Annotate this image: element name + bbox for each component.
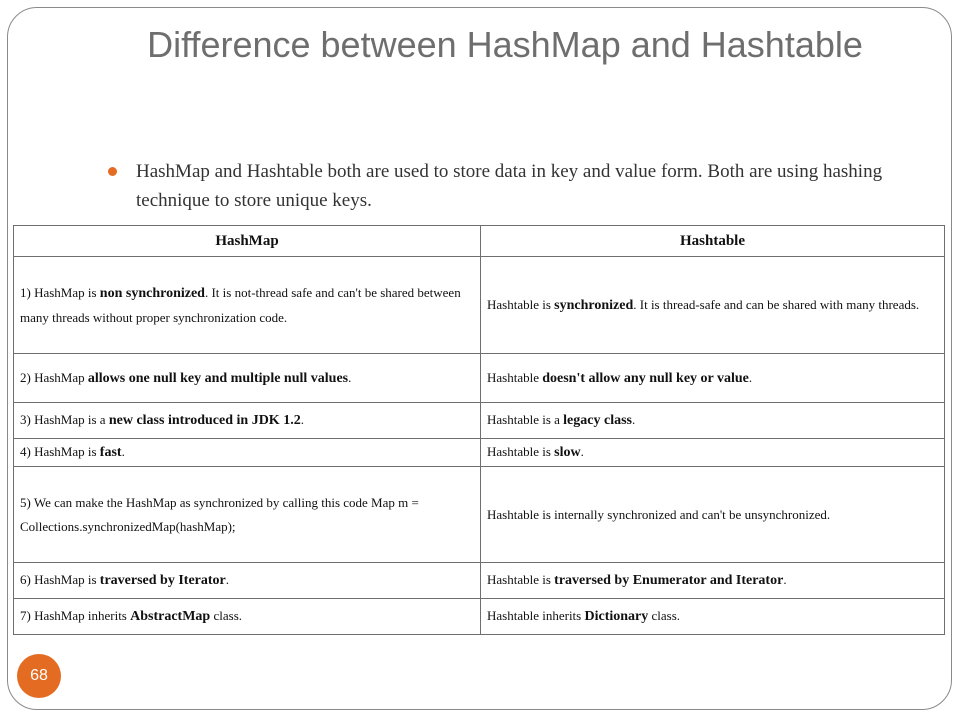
cell-text: . <box>121 444 125 459</box>
hashmap-cell <box>14 257 481 354</box>
cell-text: 6) HashMap is <box>20 572 100 587</box>
bullet-item <box>108 157 928 215</box>
table-row <box>14 439 945 467</box>
emphasis-text: AbstractMap <box>130 609 211 624</box>
hashmap-cell <box>14 563 481 599</box>
cell-text: Hashtable is a <box>487 412 564 427</box>
hashmap-cell <box>14 467 481 563</box>
cell-text: class. <box>648 608 681 623</box>
hashtable-cell <box>481 599 945 635</box>
emphasis-text: doesn't allow any null key or value <box>542 370 749 386</box>
table-row <box>14 599 945 635</box>
cell-text: . It is thread-safe and can be shared with many threads. <box>633 296 920 312</box>
cell-text: . <box>348 369 352 385</box>
bullet-dot-icon <box>108 167 117 176</box>
cell-text: . <box>783 572 787 587</box>
emphasis-text: non synchronized <box>99 285 205 301</box>
header-hashtable: Hashtable <box>481 226 945 257</box>
cell-text: 4) HashMap is <box>20 444 100 459</box>
cell-text: 1) HashMap is <box>20 284 100 300</box>
header-hashmap: HashMap <box>14 226 481 257</box>
cell-text: Hashtable <box>487 369 543 385</box>
hashtable-cell <box>481 467 945 563</box>
cell-text: 2) HashMap <box>20 369 88 385</box>
hashmap-cell <box>14 403 481 439</box>
cell-text: . <box>632 412 636 427</box>
emphasis-text: synchronized <box>554 297 634 313</box>
hashtable-cell <box>481 403 945 439</box>
table-row <box>14 403 945 439</box>
hashmap-cell <box>14 439 481 467</box>
cell-text: . <box>748 369 753 385</box>
hashtable-cell <box>481 563 945 599</box>
cell-text: Hashtable inherits <box>487 608 585 623</box>
slide-title: Difference between HashMap and Hashtable <box>147 24 863 65</box>
hashtable-cell <box>481 439 945 467</box>
page-number-badge: 68 <box>17 654 61 698</box>
hashmap-cell <box>14 354 481 403</box>
emphasis-text: traversed by Iterator <box>99 573 226 588</box>
emphasis-text: traversed by Enumerator and Iterator <box>554 573 784 588</box>
cell-text: . <box>225 572 229 587</box>
hashmap-cell <box>14 599 481 635</box>
emphasis-text: new class introduced in JDK 1.2 <box>108 413 301 428</box>
cell-text: . <box>300 412 304 427</box>
cell-text: 3) HashMap is a <box>20 412 109 427</box>
emphasis-text: slow <box>554 445 581 460</box>
cell-text: class. <box>210 608 243 623</box>
table-header-row <box>14 226 945 257</box>
comparison-table <box>13 225 945 635</box>
cell-text: Hashtable is <box>487 296 555 312</box>
hashtable-cell <box>481 257 945 354</box>
cell-text: Hashtable is internally synchronized and can't be unsynchronized. <box>487 506 831 522</box>
emphasis-text: legacy class <box>563 413 632 428</box>
hashtable-cell <box>481 354 945 403</box>
cell-text: 5) We can make the HashMap as synchronized by calling this code Map m = Collections.synchronizedMap(hashMap); <box>20 494 419 534</box>
emphasis-text: allows one null key and multiple null values <box>87 370 349 386</box>
bullet-text: HashMap and Hashtable both are used to store data in key and value form. Both are using hashing technique to store unique keys. <box>136 161 883 211</box>
cell-text: Hashtable is <box>487 572 555 587</box>
table-row <box>14 257 945 354</box>
table-row <box>14 563 945 599</box>
cell-text: . It is not-thread safe and can't be shared between many threads without proper synchronization code. <box>20 284 461 325</box>
cell-text: . <box>580 444 584 459</box>
cell-text: 7) HashMap inherits <box>20 608 131 623</box>
table-row <box>14 467 945 563</box>
emphasis-text: Dictionary <box>584 609 649 624</box>
cell-text: Hashtable is <box>487 444 555 459</box>
emphasis-text: fast <box>99 445 122 460</box>
table-row <box>14 354 945 403</box>
